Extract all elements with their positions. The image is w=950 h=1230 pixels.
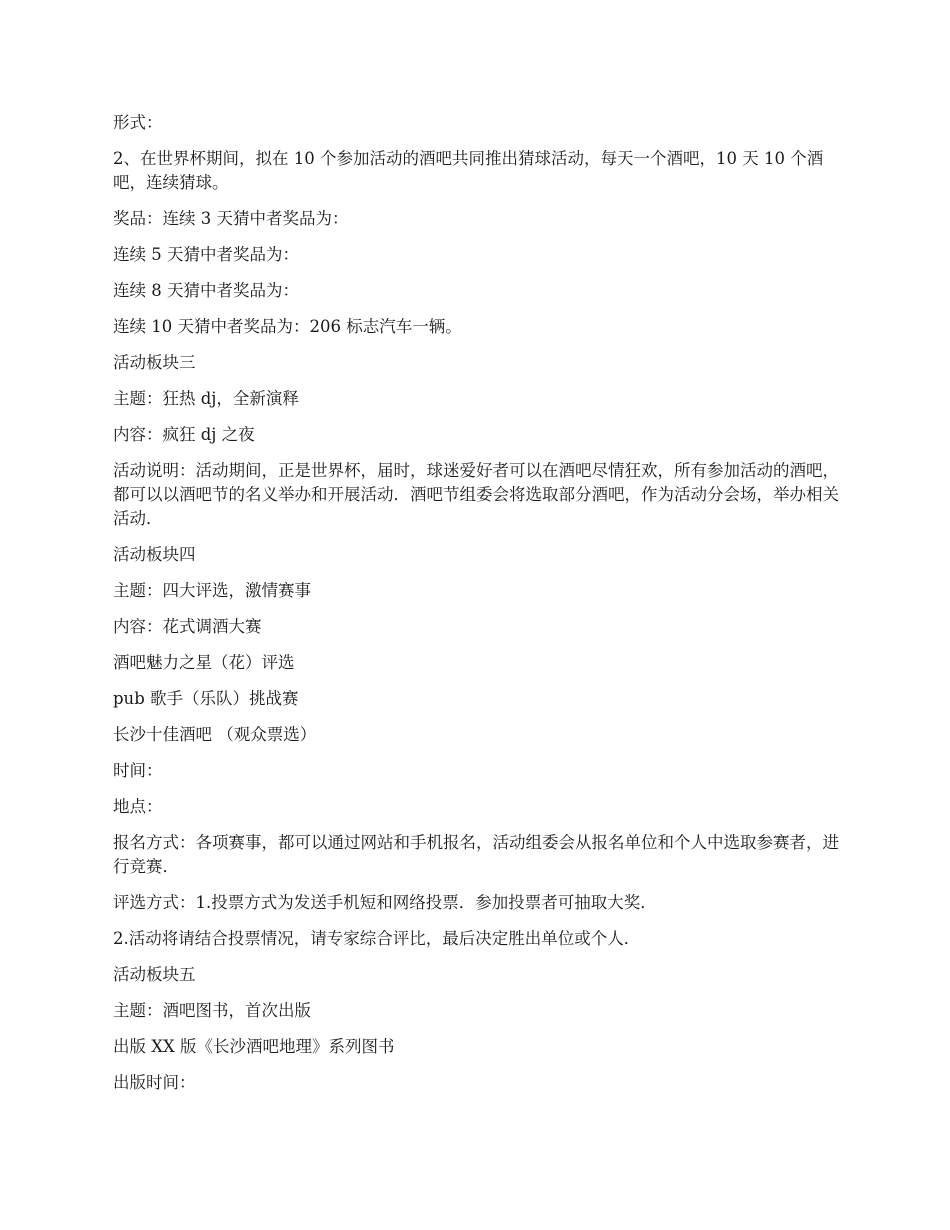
paragraph-charm-star: 酒吧魅力之星（花）评选 [113,653,295,672]
section-heading-3: 活动板块三 [113,353,196,372]
paragraph-form: 形式： [113,113,163,132]
paragraph-top-ten-bars: 长沙十佳酒吧 （观众票选） [113,725,317,744]
paragraph-time: 时间： [113,761,163,780]
paragraph-prize-3-days: 奖品：连续 3 天猜中者奖品为： [113,209,349,228]
paragraph-prize-8-days: 连续 8 天猜中者奖品为： [113,281,299,300]
paragraph-registration: 报名方式：各项赛事，都可以通过网站和手机报名，活动组委会从报名单位和个人中选取参赛者，进行竞赛． [113,833,839,876]
paragraph-prize-5-days: 连续 5 天猜中者奖品为： [113,245,299,264]
paragraph-location: 地点： [113,797,163,816]
paragraph-description-3: 活动说明：活动期间，正是世界杯，届时，球迷爱好者可以在酒吧尽情狂欢，所有参加活动的酒吧，都可以以酒吧节的名义举办和开展活动．酒吧节组委会将选取部分酒吧，作为活动分会场，举办相关活动． [113,461,839,528]
paragraph-publish-time: 出版时间： [113,1073,196,1092]
paragraph-content-4: 内容：花式调酒大赛 [113,617,262,636]
paragraph-prize-10-days: 连续 10 天猜中者奖品为：206 标志汽车一辆。 [113,317,462,336]
paragraph-expert-review: 2.活动将请结合投票情况，请专家综合评比，最后决定胜出单位或个人． [113,929,641,948]
paragraph-guess-activity: 2、在世界杯期间，拟在 10 个参加活动的酒吧共同推出猜球活动，每天一个酒吧，10 天 10 个酒吧，连续猜球。 [113,149,824,192]
paragraph-theme-4: 主题：四大评选，激情赛事 [113,581,311,600]
paragraph-content-3: 内容：疯狂 dj 之夜 [113,425,255,444]
paragraph-theme-5: 主题：酒吧图书，首次出版 [113,1001,311,1020]
paragraph-voting-method: 评选方式：1.投票方式为发送手机短和网络投票．参加投票者可抽取大奖． [113,893,657,912]
section-heading-5: 活动板块五 [113,965,196,984]
paragraph-pub-singer: pub 歌手（乐队）挑战赛 [113,689,299,708]
document-page [113,111,843,1107]
paragraph-theme-3: 主题：狂热 dj，全新演释 [113,389,299,408]
section-heading-4: 活动板块四 [113,545,196,564]
paragraph-book-series: 出版 XX 版《长沙酒吧地理》系列图书 [113,1037,395,1056]
